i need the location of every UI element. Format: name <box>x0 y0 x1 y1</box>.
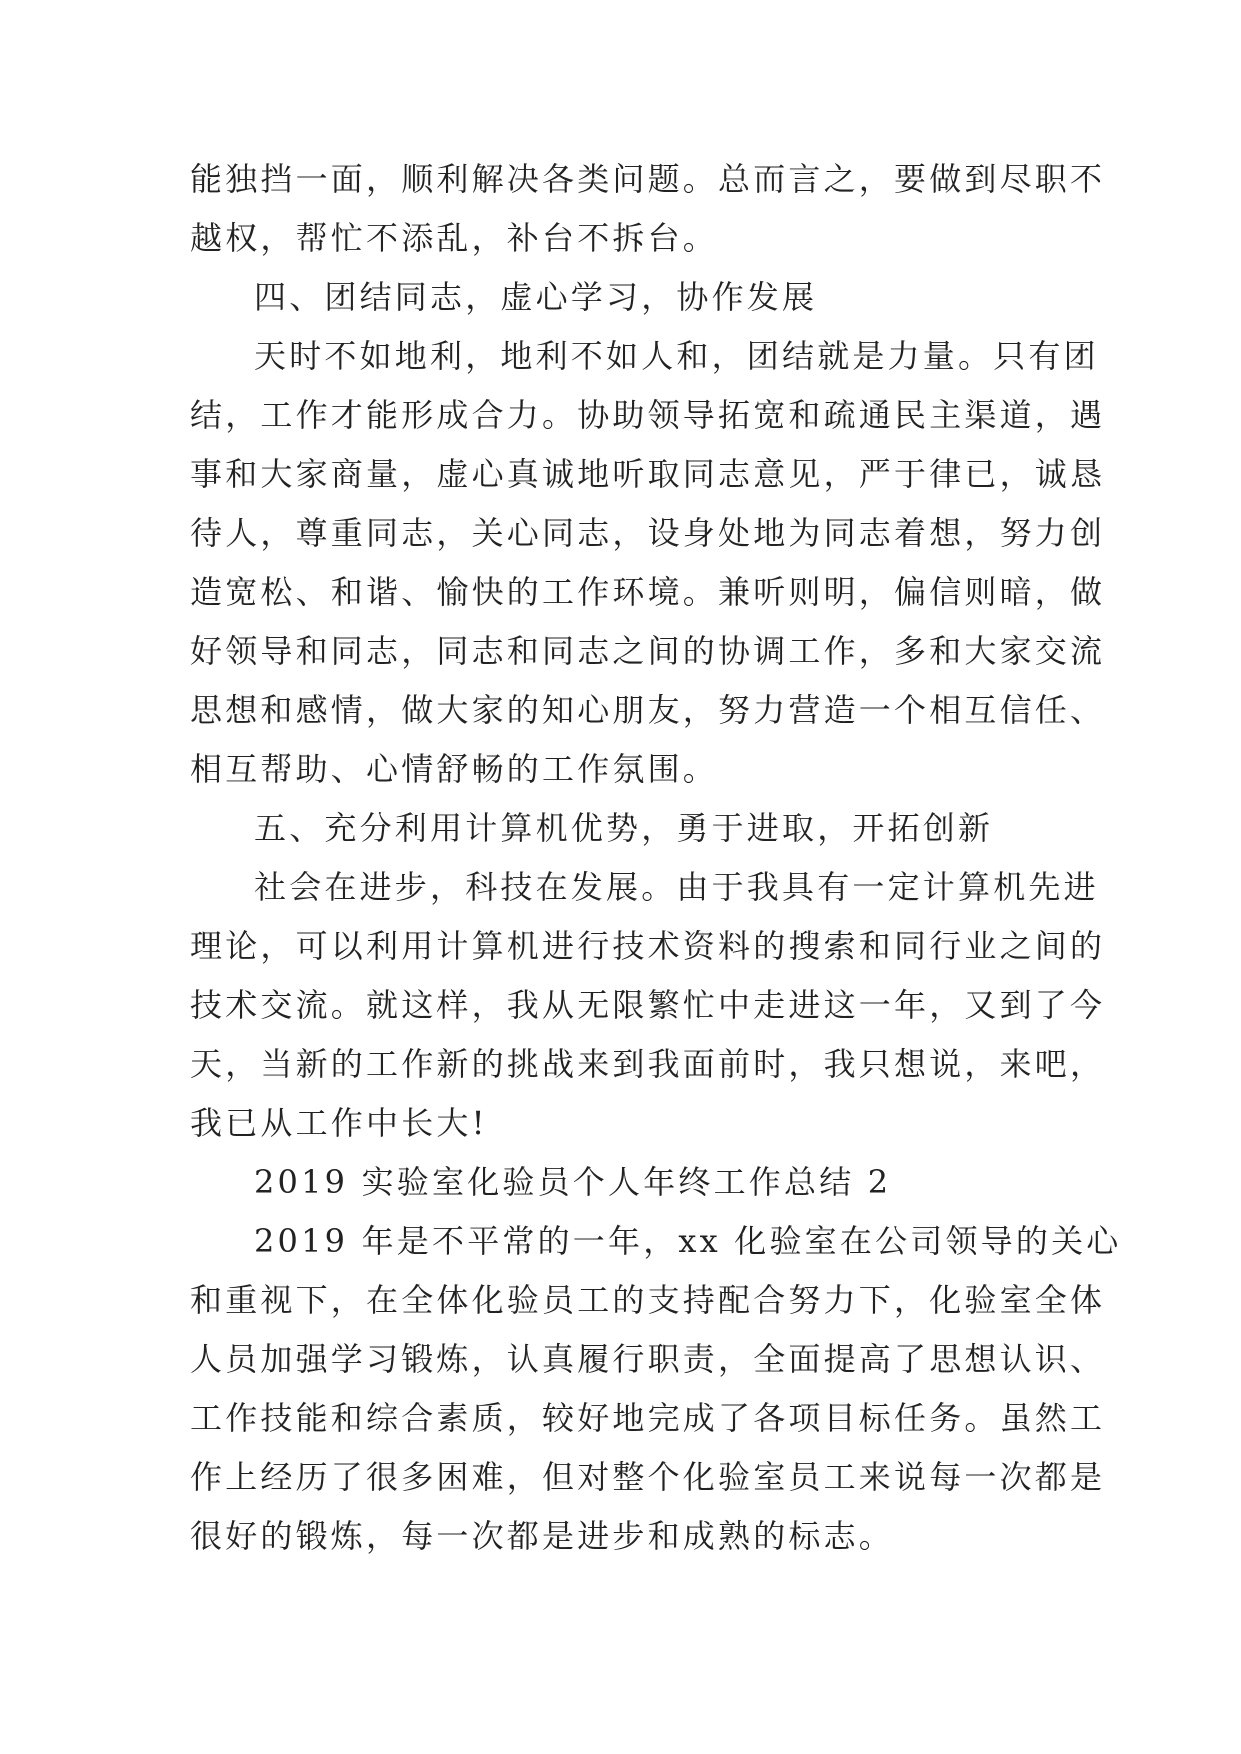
text-line: 理论，可以利用计算机进行技术资料的搜索和同行业之间的 <box>190 927 1106 965</box>
text-line: 作上经历了很多困难，但对整个化验室员工来说每一次都是 <box>190 1458 1106 1496</box>
text-line: 和重视下，在全体化验员工的支持配合努力下，化验室全体 <box>190 1281 1106 1319</box>
text-line: 人员加强学习锻炼，认真履行职责，全面提高了思想认识、 <box>190 1340 1106 1378</box>
text-line: 能独挡一面，顺利解决各类问题。总而言之，要做到尽职不 <box>190 160 1106 198</box>
section-heading: 四、团结同志，虚心学习，协作发展 <box>254 278 818 316</box>
text-line: 很好的锻炼，每一次都是进步和成熟的标志。 <box>190 1517 895 1555</box>
text-line: 相互帮助、心情舒畅的工作氛围。 <box>190 750 719 788</box>
text-line: 技术交流。就这样，我从无限繁忙中走进这一年，又到了今 <box>190 986 1106 1024</box>
text-line: 社会在进步，科技在发展。由于我具有一定计算机先进 <box>254 868 1099 906</box>
text-line: 2019 年是不平常的一年，xx 化验室在公司领导的关心 <box>254 1222 1122 1260</box>
text-line: 越权，帮忙不添乱，补台不拆台。 <box>190 219 719 257</box>
text-line: 思想和感情，做大家的知心朋友，努力营造一个相互信任、 <box>190 691 1106 729</box>
document-body <box>190 150 1122 1566</box>
text-line: 待人，尊重同志，关心同志，设身处地为同志着想，努力创 <box>190 514 1106 552</box>
text-line: 天，当新的工作新的挑战来到我面前时，我只想说，来吧， <box>190 1045 1106 1083</box>
text-line: 天时不如地利，地利不如人和，团结就是力量。只有团 <box>254 337 1099 375</box>
text-line: 造宽松、和谐、愉快的工作环境。兼听则明，偏信则暗，做 <box>190 573 1106 611</box>
document-title: 2019 实验室化验员个人年终工作总结 2 <box>254 1163 892 1201</box>
text-line: 工作技能和综合素质，较好地完成了各项目标任务。虽然工 <box>190 1399 1106 1437</box>
text-line: 结，工作才能形成合力。协助领导拓宽和疏通民主渠道，遇 <box>190 396 1106 434</box>
text-line: 事和大家商量，虚心真诚地听取同志意见，严于律已，诚恳 <box>190 455 1106 493</box>
section-heading: 五、充分利用计算机优势，勇于进取，开拓创新 <box>254 809 994 847</box>
text-line: 我已从工作中长大! <box>190 1104 488 1142</box>
text-line: 好领导和同志，同志和同志之间的协调工作，多和大家交流 <box>190 632 1106 670</box>
